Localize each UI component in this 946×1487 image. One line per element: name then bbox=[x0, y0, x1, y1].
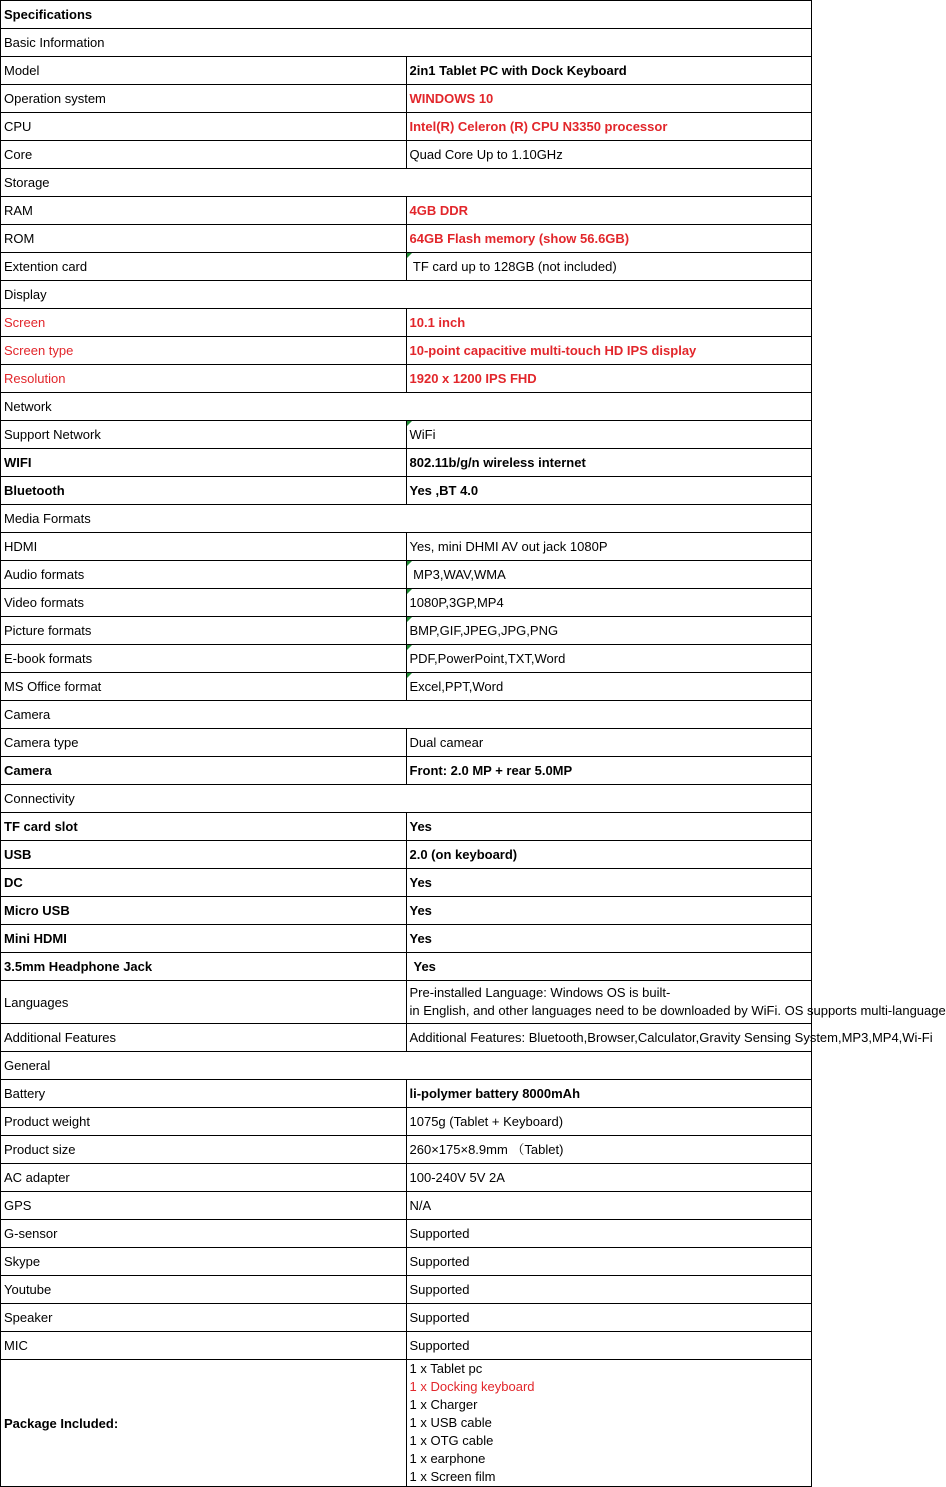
spec-row-camera bbox=[1, 757, 812, 785]
spec-row-weight bbox=[1, 1108, 812, 1136]
package-item: 1 x USB cable bbox=[409, 1415, 492, 1430]
spec-label: Resolution bbox=[1, 365, 407, 393]
spec-row-gps bbox=[1, 1192, 812, 1220]
spec-label: Screen bbox=[1, 309, 407, 337]
spec-label: Micro USB bbox=[1, 897, 407, 925]
section-row bbox=[1, 29, 812, 57]
package-item: 1 x Docking keyboard bbox=[409, 1379, 535, 1394]
spec-value: Front: 2.0 MP + rear 5.0MP bbox=[406, 757, 812, 785]
spec-value: li-polymer battery 8000mAh bbox=[406, 1080, 812, 1108]
spec-label: Product size bbox=[1, 1136, 407, 1164]
spec-label: ROM bbox=[1, 225, 407, 253]
spec-value: 1920 x 1200 IPS FHD bbox=[406, 365, 812, 393]
spec-row-office bbox=[1, 673, 812, 701]
package-item: 1 x Charger bbox=[409, 1397, 478, 1412]
section-camera: Camera bbox=[1, 701, 812, 729]
spec-value: TF card up to 128GB (not included) bbox=[406, 253, 812, 281]
spec-value: WiFi bbox=[406, 421, 812, 449]
spec-value: Supported bbox=[406, 1248, 812, 1276]
section-connectivity: Connectivity bbox=[1, 785, 812, 813]
spec-value: Supported bbox=[406, 1220, 812, 1248]
spec-value: WINDOWS 10 bbox=[406, 85, 812, 113]
spec-row-os bbox=[1, 85, 812, 113]
spec-row-audio bbox=[1, 561, 812, 589]
section-general: General bbox=[1, 1052, 812, 1080]
spec-label: MIC bbox=[1, 1332, 407, 1360]
spec-label: GPS bbox=[1, 1192, 407, 1220]
package-item: 1 x Screen film bbox=[409, 1469, 496, 1484]
spec-label: Camera type bbox=[1, 729, 407, 757]
spec-row-ebook bbox=[1, 645, 812, 673]
spec-row-video bbox=[1, 589, 812, 617]
spec-value: Supported bbox=[406, 1332, 812, 1360]
spec-row-resolution bbox=[1, 365, 812, 393]
spec-label: RAM bbox=[1, 197, 407, 225]
spec-row-mic bbox=[1, 1332, 812, 1360]
languages-line-2: in English, and other languages need to be downloaded by WiFi. OS supports multi-language bbox=[409, 1003, 946, 1018]
spec-label: Speaker bbox=[1, 1304, 407, 1332]
section-display: Display bbox=[1, 281, 812, 309]
package-item: 1 x Tablet pc bbox=[409, 1361, 483, 1376]
spec-value: 100-240V 5V 2A bbox=[406, 1164, 812, 1192]
spec-value: 2in1 Tablet PC with Dock Keyboard bbox=[406, 57, 812, 85]
spec-row-youtube bbox=[1, 1276, 812, 1304]
spec-row-size bbox=[1, 1136, 812, 1164]
spec-value: Quad Core Up to 1.10GHz bbox=[406, 141, 812, 169]
package-item: 1 x OTG cable bbox=[409, 1433, 494, 1448]
spec-label: Languages bbox=[1, 981, 407, 1024]
section-media-formats: Media Formats bbox=[1, 505, 812, 533]
section-row bbox=[1, 1052, 812, 1080]
spec-row-additional-features bbox=[1, 1024, 812, 1052]
spec-value: 260×175×8.9mm （Tablet) bbox=[406, 1136, 812, 1164]
spec-value: 2.0 (on keyboard) bbox=[406, 841, 812, 869]
spec-row-speaker bbox=[1, 1304, 812, 1332]
spec-label: TF card slot bbox=[1, 813, 407, 841]
spec-row-skype bbox=[1, 1248, 812, 1276]
spec-row-screen-type bbox=[1, 337, 812, 365]
spec-row-languages bbox=[1, 981, 812, 1024]
spec-row-support-network bbox=[1, 421, 812, 449]
spec-value: N/A bbox=[406, 1192, 812, 1220]
spec-row-adapter bbox=[1, 1164, 812, 1192]
spec-value: Yes ,BT 4.0 bbox=[406, 477, 812, 505]
spec-row-core bbox=[1, 141, 812, 169]
spec-row-bluetooth bbox=[1, 477, 812, 505]
spec-label: CPU bbox=[1, 113, 407, 141]
spec-row-cpu bbox=[1, 113, 812, 141]
spec-label: HDMI bbox=[1, 533, 407, 561]
spec-label: Screen type bbox=[1, 337, 407, 365]
spec-label: Youtube bbox=[1, 1276, 407, 1304]
spec-row-mini-hdmi bbox=[1, 925, 812, 953]
spec-value: 1075g (Tablet + Keyboard) bbox=[406, 1108, 812, 1136]
spec-label: Product weight bbox=[1, 1108, 407, 1136]
spec-label: DC bbox=[1, 869, 407, 897]
spec-row-tf-card-slot bbox=[1, 813, 812, 841]
spec-value: 802.11b/g/n wireless internet bbox=[406, 449, 812, 477]
section-row bbox=[1, 281, 812, 309]
spec-value bbox=[406, 981, 946, 1024]
spec-value: Dual camear bbox=[406, 729, 812, 757]
spec-label: Package Included: bbox=[1, 1360, 407, 1487]
spec-label: USB bbox=[1, 841, 407, 869]
section-row bbox=[1, 393, 812, 421]
spec-label: Model bbox=[1, 57, 407, 85]
spec-row-ram bbox=[1, 197, 812, 225]
spec-row-rom bbox=[1, 225, 812, 253]
spec-value: 10.1 inch bbox=[406, 309, 812, 337]
section-storage: Storage bbox=[1, 169, 812, 197]
spec-label: Camera bbox=[1, 757, 407, 785]
spec-label: AC adapter bbox=[1, 1164, 407, 1192]
spec-value: BMP,GIF,JPEG,JPG,PNG bbox=[406, 617, 812, 645]
spec-label: Additional Features bbox=[1, 1024, 407, 1052]
spec-value: MP3,WAV,WMA bbox=[406, 561, 812, 589]
spec-row-dc bbox=[1, 869, 812, 897]
section-row bbox=[1, 785, 812, 813]
spec-value: 64GB Flash memory (show 56.6GB) bbox=[406, 225, 812, 253]
spec-row-screen bbox=[1, 309, 812, 337]
spec-label: Mini HDMI bbox=[1, 925, 407, 953]
spec-label: Support Network bbox=[1, 421, 407, 449]
spec-row-package bbox=[1, 1360, 812, 1487]
spec-label: Bluetooth bbox=[1, 477, 407, 505]
section-row bbox=[1, 169, 812, 197]
spec-value: 1080P,3GP,MP4 bbox=[406, 589, 812, 617]
spec-value: Yes bbox=[406, 953, 812, 981]
spec-label: Picture formats bbox=[1, 617, 407, 645]
spec-row-camera-type bbox=[1, 729, 812, 757]
table-header-row bbox=[1, 1, 812, 29]
table-title: Specifications bbox=[1, 1, 812, 29]
section-network: Network bbox=[1, 393, 812, 421]
spec-row-gsensor bbox=[1, 1220, 812, 1248]
spec-row-model bbox=[1, 57, 812, 85]
spec-value: Yes, mini DHMI AV out jack 1080P bbox=[406, 533, 812, 561]
spec-label: Video formats bbox=[1, 589, 407, 617]
package-item: 1 x earphone bbox=[409, 1451, 486, 1466]
section-basic-information: Basic Information bbox=[1, 29, 812, 57]
spec-value: Excel,PPT,Word bbox=[406, 673, 812, 701]
spec-label: G-sensor bbox=[1, 1220, 407, 1248]
spec-label: Extention card bbox=[1, 253, 407, 281]
spec-label: 3.5mm Headphone Jack bbox=[1, 953, 407, 981]
spec-label: WIFI bbox=[1, 449, 407, 477]
spec-label: MS Office format bbox=[1, 673, 407, 701]
section-row bbox=[1, 505, 812, 533]
spec-value: Yes bbox=[406, 813, 812, 841]
spec-row-extention-card bbox=[1, 253, 812, 281]
spec-row-headphone-jack bbox=[1, 953, 812, 981]
spec-row-battery bbox=[1, 1080, 812, 1108]
spec-row-micro-usb bbox=[1, 897, 812, 925]
spec-row-usb bbox=[1, 841, 812, 869]
spec-label: Core bbox=[1, 141, 407, 169]
spec-value: Supported bbox=[406, 1276, 812, 1304]
spec-label: Skype bbox=[1, 1248, 407, 1276]
package-list bbox=[406, 1360, 812, 1487]
spec-value: Yes bbox=[406, 897, 812, 925]
spec-value: Yes bbox=[406, 925, 812, 953]
spec-label: Operation system bbox=[1, 85, 407, 113]
spec-value: Supported bbox=[406, 1304, 812, 1332]
spec-value: Yes bbox=[406, 869, 812, 897]
spec-value: 10-point capacitive multi-touch HD IPS display bbox=[406, 337, 812, 365]
spec-label: E-book formats bbox=[1, 645, 407, 673]
spec-label: Battery bbox=[1, 1080, 407, 1108]
spec-row-hdmi bbox=[1, 533, 812, 561]
spec-value: Intel(R) Celeron (R) CPU N3350 processor bbox=[406, 113, 812, 141]
spec-value: Additional Features: Bluetooth,Browser,Calculator,Gravity Sensing System,MP3,MP4,Wi-Fi bbox=[406, 1024, 812, 1052]
spec-row-wifi bbox=[1, 449, 812, 477]
spec-row-picture bbox=[1, 617, 812, 645]
section-row bbox=[1, 701, 812, 729]
spec-value: PDF,PowerPoint,TXT,Word bbox=[406, 645, 812, 673]
languages-line-1: Pre-installed Language: Windows OS is built- bbox=[409, 985, 671, 1000]
spec-label: Audio formats bbox=[1, 561, 407, 589]
spec-value: 4GB DDR bbox=[406, 197, 812, 225]
